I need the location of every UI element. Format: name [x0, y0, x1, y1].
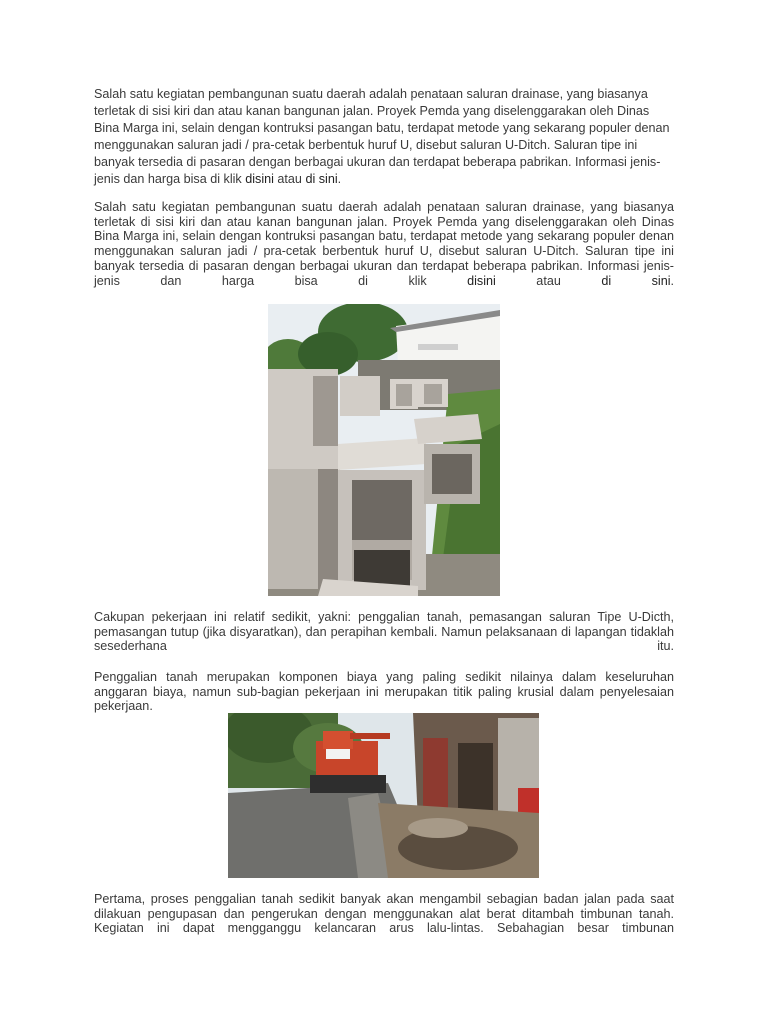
paragraph-penggalian: Penggalian tanah merupakan komponen biaya yang paling sedikit nilainya dalam keseluruhan anggaran biaya, namun sub-bagian pekerjaan ini merupakan titik paling krusial dalam penyelesaian pekerjaan.: [94, 670, 674, 714]
connector-text: atau: [273, 172, 306, 186]
link-disini-2[interactable]: disini: [467, 273, 496, 288]
period-2: .: [670, 273, 674, 288]
paragraph-cakupan: Cakupan pekerjaan ini relatif sedikit, yakni: penggalian tanah, pemasangan saluran Tipe U-Dicth, pemasangan tutup (jika disyaratkan), dan perapihan kembali. Namun pelaksanaan di lapangan tidaklah sesederhana itu.: [94, 610, 674, 654]
photo-u-ditch-stack: [268, 304, 500, 596]
link-disini[interactable]: disini: [245, 172, 274, 186]
paragraph-repeat: [94, 200, 674, 303]
period: .: [337, 172, 342, 186]
link-di-sini-2[interactable]: di sini: [601, 273, 671, 288]
paragraph-intro: [94, 86, 674, 188]
link-di-sini[interactable]: di sini: [305, 172, 338, 186]
connector-text-2: atau: [495, 273, 602, 288]
paragraph-pertama: Pertama, proses penggalian tanah sedikit banyak akan mengambil sebagian badan jalan pada saat dilakuan pengupasan dan pengerukan dengan menggunakan alat berat ditambah timbunan tanah. Kegiatan ini dapat mengganggu kelancaran arus lalu-lintas. Sebahagian besar timbunan: [94, 892, 674, 936]
paragraph-intro-text: Salah satu kegiatan pembangunan suatu daerah adalah penataan saluran drainase, yang biasanya terletak di sisi kiri dan atau kanan bangunan jalan. Proyek Pemda yang diselenggarakan oleh Dinas Bina Marga ini, selain dengan kontruksi pasangan batu, terdapat metode yang sekarang populer denan menggunakan saluran jadi / pra-cetak berbentuk huruf U, disebut saluran U-Ditch. Saluran tipe ini banyak tersedia di pasaran dengan berbagai ukuran dan terdapat beberapa pabrikan. Informasi jenis-jenis dan harga bisa di klik: [94, 87, 670, 186]
photo-excavator-road: [228, 713, 539, 878]
paragraph-repeat-text: Salah satu kegiatan pembangunan suatu daerah adalah penataan saluran drainase, yang biasanya terletak di sisi kiri dan atau kanan bangunan jalan. Proyek Pemda yang diselenggarakan oleh Dinas Bina Marga ini, selain dengan kontruksi pasangan batu, terdapat metode yang sekarang populer denan menggunakan saluran jadi / pra-cetak berbentuk huruf U, disebut saluran U-Ditch. Saluran tipe ini banyak tersedia di pasaran dengan berbagai ukuran dan terdapat beberapa pabrikan. Informasi jenis-jenis dan harga bisa di klik: [94, 200, 674, 288]
